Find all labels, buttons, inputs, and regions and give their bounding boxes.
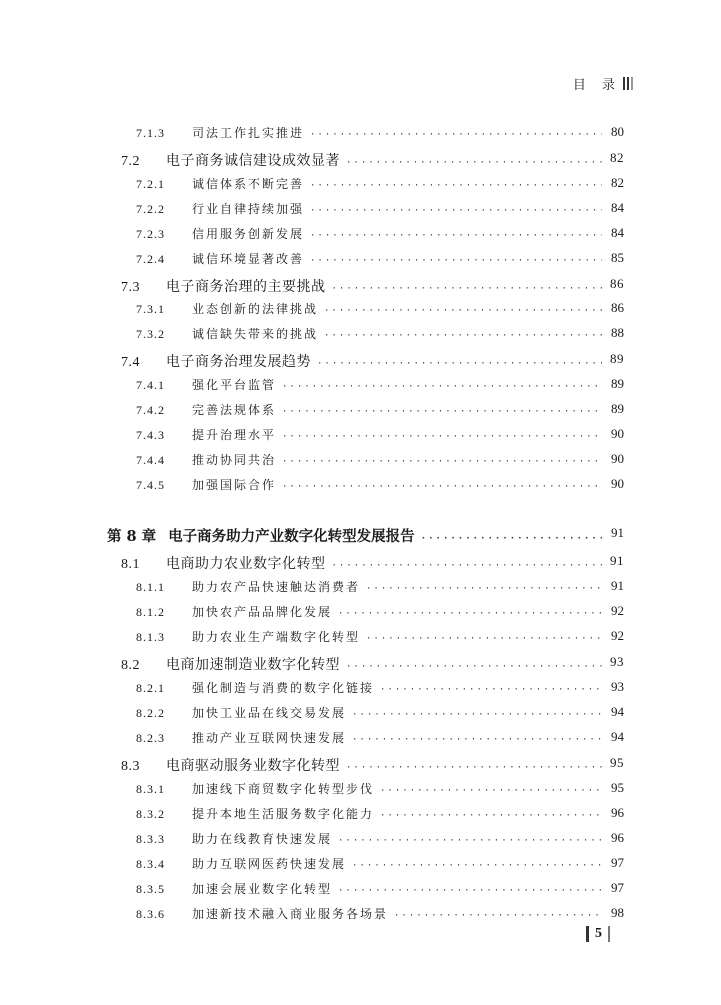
toc-entry-number: 7.2 — [121, 154, 140, 169]
toc-entry-page: 84 — [611, 225, 624, 240]
toc-entry-title: 助力农业生产端数字化转型 — [192, 630, 361, 644]
toc-entry-level-3[interactable] — [136, 401, 624, 418]
dot-leader — [380, 685, 602, 695]
toc-entry-level-3[interactable] — [136, 451, 624, 468]
toc-entry-level-3[interactable] — [136, 880, 624, 897]
toc-entry-title: 电子商务治理的主要挑战 — [166, 279, 326, 295]
toc-entry-level-3[interactable] — [136, 729, 624, 746]
toc-entry-number: 8.2.2 — [136, 706, 165, 720]
toc-entry-level-3[interactable] — [136, 426, 624, 443]
toc-entry-number: 8.2 — [121, 658, 140, 673]
dot-leader — [332, 284, 603, 294]
toc-entry-level-1[interactable] — [107, 525, 624, 546]
toc-entry-title: 诚信体系不断完善 — [192, 177, 305, 191]
toc-entry-page: 85 — [611, 250, 624, 265]
toc-entry-level-3[interactable] — [136, 905, 624, 922]
toc-entry-page: 95 — [610, 755, 624, 770]
toc-entry-number: 8.1 — [121, 557, 140, 572]
toc-entry-level-3[interactable] — [136, 124, 624, 141]
toc-entry-page: 82 — [610, 150, 624, 165]
toc-entry-number: 8.3 — [121, 759, 140, 774]
dot-leader — [366, 584, 602, 594]
toc-entry-level-3[interactable] — [136, 830, 624, 847]
toc-entry-page: 90 — [611, 426, 624, 441]
toc-entry-number: 7.3.2 — [136, 327, 165, 341]
toc-entry-number: 7.4.4 — [136, 453, 165, 467]
toc-entry-level-2[interactable] — [121, 654, 624, 674]
toc-entry-level-2[interactable] — [121, 276, 624, 296]
toc-entry-title: 加快工业品在线交易发展 — [192, 706, 347, 720]
toc-entry-number: 8.3.4 — [136, 857, 165, 871]
toc-entry-title: 助力在线教育快速发展 — [192, 832, 333, 846]
toc-entry-title: 电子商务治理发展趋势 — [166, 354, 311, 370]
toc-entry-level-3[interactable] — [136, 679, 624, 696]
toc-entry-page: 97 — [611, 880, 624, 895]
toc-entry-number: 8.3.6 — [136, 907, 165, 921]
dot-leader — [352, 735, 602, 745]
toc-entry-number: 8.1.2 — [136, 605, 165, 619]
dot-leader — [310, 256, 602, 266]
dot-leader — [338, 836, 602, 846]
dot-leader — [352, 710, 602, 720]
section-title: 目 录 — [572, 78, 621, 93]
toc-entry-number: 8.1.3 — [136, 630, 165, 644]
toc-entry-title: 电子商务助力产业数字化转型发展报告 — [168, 528, 415, 545]
toc-entry-number: 7.4.1 — [136, 378, 165, 392]
toc-entry-number: 7.4.3 — [136, 428, 165, 442]
toc-entry-level-3[interactable] — [136, 704, 624, 721]
toc-entry-level-3[interactable] — [136, 476, 624, 493]
toc-entry-title: 加强国际合作 — [192, 478, 277, 492]
toc-entry-level-3[interactable] — [136, 805, 624, 822]
toc-entry-level-3[interactable] — [136, 603, 624, 620]
toc-entry-level-3[interactable] — [136, 225, 624, 242]
toc-entry-title: 行业自律持续加强 — [192, 202, 305, 216]
toc-entry-number: 7.4.5 — [136, 478, 165, 492]
toc-entry-page: 86 — [611, 300, 624, 315]
toc-entry-page: 89 — [611, 401, 624, 416]
dot-leader — [310, 231, 602, 241]
toc-entry-number: 8.3.1 — [136, 782, 165, 796]
toc-entry-title: 助力互联网医药快速发展 — [192, 857, 347, 871]
dot-leader — [380, 811, 602, 821]
toc-entry-number: 7.3 — [121, 280, 140, 295]
dot-leader — [346, 662, 602, 672]
dot-leader — [310, 130, 602, 140]
toc-entry-page: 82 — [611, 175, 624, 190]
toc-entry-number: 7.1.3 — [136, 126, 165, 140]
toc-entry-page: 96 — [611, 805, 624, 820]
toc-entry-title: 业态创新的法律挑战 — [192, 302, 319, 316]
toc-entry-number: 7.2.4 — [136, 252, 165, 266]
toc-entry-title: 加速会展业数字化转型 — [192, 882, 333, 896]
toc-entry-page: 90 — [611, 476, 624, 491]
toc-entry-title: 加速线下商贸数字化转型步伐 — [192, 782, 375, 796]
toc-entry-level-3[interactable] — [136, 250, 624, 267]
toc-entry-page: 95 — [611, 780, 624, 795]
toc-entry-page: 98 — [611, 905, 624, 920]
toc-entry-page: 91 — [611, 525, 624, 540]
toc-entry-page: 90 — [611, 451, 624, 466]
toc-entry-number: 7.2.2 — [136, 202, 165, 216]
toc-entry-number: 8.1.1 — [136, 580, 165, 594]
toc-entry-page: 97 — [611, 855, 624, 870]
toc-entry-title: 加速新技术融入商业服务各场景 — [192, 907, 389, 921]
dot-leader — [282, 457, 602, 467]
toc-entry-level-2[interactable] — [121, 553, 624, 573]
toc-entry-number: 7.2.1 — [136, 177, 165, 191]
dot-leader — [310, 181, 602, 191]
toc-entry-page: 96 — [611, 830, 624, 845]
dot-leader — [282, 382, 602, 392]
dot-leader — [282, 432, 602, 442]
toc-entry-title: 电商加速制造业数字化转型 — [166, 657, 340, 673]
dot-leader — [317, 359, 602, 369]
dot-leader — [282, 407, 602, 417]
toc-entry-page: 94 — [611, 729, 624, 744]
toc-entry-level-3[interactable] — [136, 780, 624, 797]
toc-entry-level-3[interactable] — [136, 325, 624, 342]
dot-leader — [338, 886, 602, 896]
header-bars-decoration — [623, 77, 633, 90]
page-number: 5 — [595, 926, 602, 941]
toc-entry-title: 完善法规体系 — [192, 403, 277, 417]
toc-entry-title: 助力农产品快速触达消费者 — [192, 580, 361, 594]
toc-entry-title: 加快农产品品牌化发展 — [192, 605, 333, 619]
toc-entry-level-3[interactable] — [136, 376, 624, 393]
toc-entry-page: 89 — [610, 351, 624, 366]
toc-entry-number: 7.4 — [121, 355, 140, 370]
page-footer — [586, 926, 610, 942]
dot-leader — [332, 561, 603, 571]
toc-entry-page: 94 — [611, 704, 624, 719]
toc-entry-page: 93 — [611, 679, 624, 694]
toc-entry-title: 强化制造与消费的数字化链接 — [192, 681, 375, 695]
toc-entry-title: 电商助力农业数字化转型 — [166, 556, 326, 572]
dot-leader — [380, 786, 602, 796]
toc-entry-title: 诚信缺失带来的挑战 — [192, 327, 319, 341]
toc-entry-title: 强化平台监管 — [192, 378, 277, 392]
toc-entry-page: 88 — [611, 325, 624, 340]
toc-entry-number: 8.2.1 — [136, 681, 165, 695]
toc-entry-number: 8.3.2 — [136, 807, 165, 821]
toc-entry-page: 91 — [610, 553, 624, 568]
toc-entry-title: 提升治理水平 — [192, 428, 277, 442]
toc-entry-page: 92 — [611, 603, 624, 618]
dot-leader — [366, 634, 602, 644]
toc-entry-level-2[interactable] — [121, 150, 624, 170]
toc-entry-title: 诚信环境显著改善 — [192, 252, 305, 266]
toc-entry-number: 7.3.1 — [136, 302, 165, 316]
dot-leader — [338, 609, 602, 619]
toc-entry-title: 推动产业互联网快速发展 — [192, 731, 347, 745]
toc-entry-title: 司法工作扎实推进 — [192, 126, 305, 140]
dot-leader — [346, 763, 602, 773]
toc-entry-title: 推动协同共治 — [192, 453, 277, 467]
toc-entry-title: 电子商务诚信建设成效显著 — [166, 153, 340, 169]
toc-entry-number: 8.3.5 — [136, 882, 165, 896]
dot-leader — [394, 911, 602, 921]
toc-entry-level-3[interactable] — [136, 200, 624, 217]
dot-leader — [324, 306, 602, 316]
toc-entry-level-3[interactable] — [136, 855, 624, 872]
toc-entry-page: 89 — [611, 376, 624, 391]
toc-entry-level-3[interactable] — [136, 175, 624, 192]
toc-entry-page: 92 — [611, 628, 624, 643]
dot-leader — [310, 206, 602, 216]
toc-entry-number: 8.2.3 — [136, 731, 165, 745]
toc-entry-number: 8.3.3 — [136, 832, 165, 846]
toc-entry-level-3[interactable] — [136, 578, 624, 595]
toc-entry-page: 86 — [610, 276, 624, 291]
toc-entry-page: 84 — [611, 200, 624, 215]
toc-entry-level-2[interactable] — [121, 755, 624, 775]
toc-entry-page: 93 — [610, 654, 624, 669]
dot-leader — [421, 534, 602, 544]
toc-entry-title: 提升本地生活服务数字化能力 — [192, 807, 375, 821]
toc-entry-level-3[interactable] — [136, 300, 624, 317]
toc-entry-title: 电商驱动服务业数字化转型 — [166, 758, 340, 774]
dot-leader — [346, 158, 602, 168]
toc-entry-page: 80 — [611, 124, 624, 139]
toc-entry-number: 7.4.2 — [136, 403, 165, 417]
toc-entry-title: 信用服务创新发展 — [192, 227, 305, 241]
toc-entry-number: 第 8 章 — [107, 528, 157, 545]
dot-leader — [282, 482, 602, 492]
toc-entry-page: 91 — [611, 578, 624, 593]
folio-bar-left — [586, 926, 589, 942]
running-head — [573, 74, 633, 93]
dot-leader — [324, 331, 602, 341]
toc-entry-level-2[interactable] — [121, 351, 624, 371]
toc-entry-number: 7.2.3 — [136, 227, 165, 241]
folio-bar-right — [608, 926, 610, 942]
dot-leader — [352, 861, 602, 871]
toc-entry-level-3[interactable] — [136, 628, 624, 645]
